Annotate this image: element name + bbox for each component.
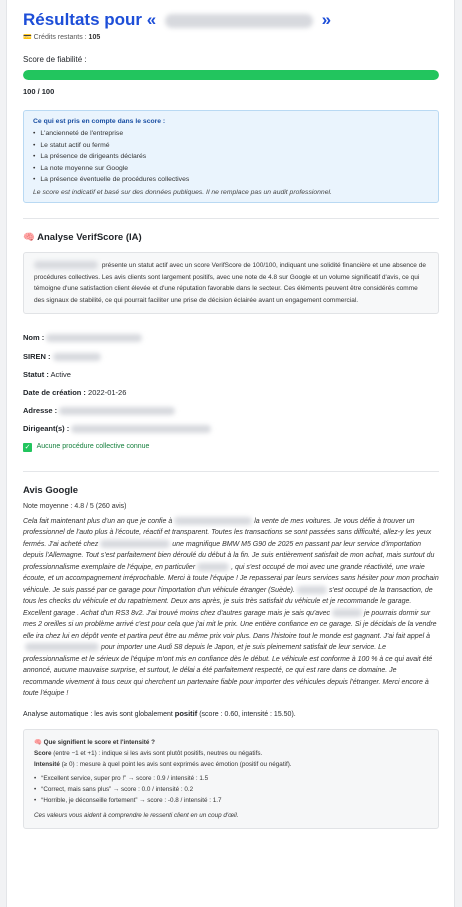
analysis-title-text: Analyse VerifScore (IA) — [37, 232, 142, 243]
score-criteria-box — [23, 110, 439, 203]
fiability-score: 100 / 100 — [23, 87, 55, 96]
detail-dirigeants: Dirigeant(s) : — [23, 422, 439, 440]
procedure-text: Aucune procédure collective connue — [36, 442, 150, 450]
title-prefix: Résultats pour « — [23, 10, 157, 29]
criteria-item: • La présence éventuelle de procédures collectives — [33, 176, 428, 183]
explanation-footer: Ces valeurs vous aident à comprendre le ressenti client en un coup d'œil. — [34, 811, 239, 819]
detail-adresse: Adresse : — [23, 404, 439, 422]
detail-statut: Statut : Active — [23, 369, 71, 379]
google-rating: Note moyenne : 4.8 / 5 (260 avis) — [23, 502, 127, 510]
divider — [23, 471, 439, 472]
checkmark-icon: ✓ — [24, 443, 31, 451]
redacted-name — [100, 540, 170, 548]
examples-list — [34, 773, 428, 806]
fiability-bar — [23, 70, 439, 80]
score-definition: Score (entre −1 et +1) : indique si les avis sont plutôt positifs, neutres ou négatifs. — [34, 749, 263, 757]
date-value: 2022-01-26 — [88, 387, 127, 397]
criteria-item: • Le statut actif ou fermé — [33, 142, 428, 149]
detail-nom: Nom : — [23, 331, 439, 349]
results-card — [6, 0, 455, 907]
criteria-item: • La note moyenne sur Google — [33, 165, 428, 172]
fiability-bar-fill — [23, 70, 439, 80]
sentiment-value: positif — [174, 708, 198, 718]
criteria-item: • L'ancienneté de l'entreprise — [33, 130, 428, 137]
redacted-company-name — [34, 261, 98, 269]
criteria-item: • La présence de dirigeants déclarés — [33, 153, 428, 160]
redacted-name — [174, 517, 252, 525]
fiability-label: Score de fiabilité : — [23, 55, 87, 64]
divider — [23, 218, 439, 219]
example-item: • “Horrible, je déconseille fortement” → score : -0.8 / intensité : 1.7 — [34, 795, 428, 806]
redacted-adresse — [59, 407, 175, 415]
statut-value: Active — [50, 369, 71, 379]
credits-label: Crédits restants : — [33, 34, 87, 41]
redacted-name — [25, 643, 99, 651]
brain-icon: 🧠 — [34, 738, 42, 746]
detail-date: Date de création : 2022-01-26 — [23, 387, 127, 397]
credits-line — [23, 33, 439, 41]
redacted-name — [297, 586, 327, 594]
page-title — [23, 10, 439, 30]
explanation-heading: 🧠 Que signifient le score et l'intensité ? — [34, 738, 155, 746]
brain-icon: 🧠 — [23, 232, 35, 243]
redacted-dirigeants — [71, 425, 211, 433]
company-details — [23, 331, 439, 440]
credits-value: 105 — [88, 34, 101, 41]
credit-card-icon: 💳 — [23, 34, 32, 41]
score-explanation-box — [23, 729, 439, 829]
redacted-name — [197, 563, 229, 571]
sentiment-summary: Analyse automatique : les avis sont globalement positif (score : 0.60, intensité : 15.50). — [23, 708, 296, 718]
criteria-list — [33, 130, 428, 183]
example-item: • “Correct, mais sans plus” → score : 0.0 / intensité : 0.2 — [34, 784, 428, 795]
analysis-title — [23, 232, 439, 243]
intensity-definition: Intensité (≥ 0) : mesure à quel point les avis sont exprimés avec émotion (positif ou négatif). — [34, 760, 292, 768]
analysis-box — [23, 252, 439, 314]
procedure-status — [23, 443, 439, 452]
google-title: Avis Google — [23, 484, 79, 496]
redacted-company-name — [165, 14, 313, 28]
google-reviews-text: Cela fait maintenant plus d'un an que je confie à la vente de mes voitures. Je vous défie à trouver un professionnel de l'auto plus à l'écoute, réactif et transparent. Toutes les transactions se sont passées sans difficulté, allez-y les yeux fermés. J'ai acheté chez une magnifique BMW M5 G90 de 2025 en passant par leur service d'importation depuis l'Allemagne. Tout s'est parfaitement bien déroulé du début à la fin. Je suis entièrement satisfait de mon achat, mais surtout du professionnalisme exemplaire de l'équipe, en particulier , qui s'est occupé de moi avec une grande réactivité, une vraie écoute, et un accompagnement irréprochable. Merci à toute l'équipe ! Je repasserai par leurs services sans hésiter pour mon prochain véhicule. Je suis passé par ce garage pour l'importation d'un véhicule étranger (Suède). s'est occupé de la transaction, de tous les checks du véhicule et du rapatriement. Deux ans après, je suis très satisfait du véhicule et je recommande le garage. Excellent garage . Achat d'un RS3 8v2. J'ai trouvé moins chez d'autres garage mais je sais qu'avec je pourrais dormir sur mes 2 oreilles si un problème arrivé c'est pour cela que j'ai mit le prix. Une entière confiance en ce garage. Si je décidais de la vendre elle ira chez lui en dépôt vente et partira peut être au même prix voir plus. Dans l'histoire tout le monde est gagnant. J'ai fait appel àpour importer une Audi S8 depuis le Japon, et je suis pleinement satisfait de leur service. Le professionnalisme et le sérieux de l'équipe m'ont mis en confiance dès le début. Le véhicule est conforme à 100 % à ce qui avait été annoncé, aucune mauvaise surprise, et surtout, le délai a été parfaitement respecté, ce qui est rare dans ce domaine. Je recommande vivement à tous ceux qui cherchent un partenaire fiable pour importer des véhicules depuis l'étranger. Merci encore à toute l'équipe ! — [23, 517, 439, 697]
detail-siren: SIREN : — [23, 350, 439, 368]
title-suffix: » — [321, 10, 332, 29]
redacted-name — [332, 609, 362, 617]
redacted-siren — [53, 353, 101, 361]
criteria-heading: Ce qui est pris en compte dans le score : — [33, 118, 166, 125]
criteria-note: Le score est indicatif et basé sur des données publiques. Il ne remplace pas un audit professionnel. — [33, 189, 332, 196]
analysis-text: présente un statut actif avec un score VerifScore de 100/100, indiquant une solidité financière et une absence de procédures collectives. Les avis clients sont largement positifs, avec une note de 4.8 sur Google et un volume significatif d'avis, ce qui témoigne d'une satisfaction client élevée et d'une réputation favorable dans le secteur. Ces éléments peuvent être considérés comme des signaux de stabilité, ce qui pourrait faciliter une prise de décision éclairée avant un engagement commercial. — [34, 262, 426, 304]
example-item: • “Excellent service, super pro !” → score : 0.9 / intensité : 1.5 — [34, 773, 428, 784]
redacted-nom — [46, 334, 142, 342]
